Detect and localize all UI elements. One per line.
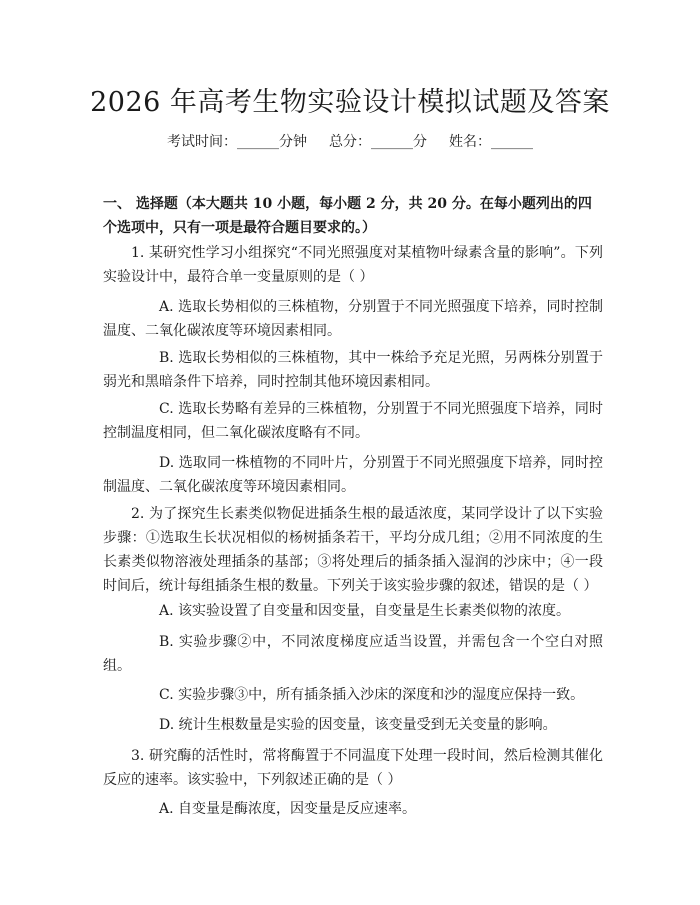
question-3-stem: 3. 研究酶的活性时，常将酶置于不同温度下处理一段时间，然后检测其催化反应的速率。该实验中，下列叙述正确的是（ ） [103,748,603,788]
question-3-option-a: A. 自变量是酶浓度，因变量是反应速率。 [159,801,417,817]
question-2-stem: 2. 为了探究生长素类似物促进插条生根的最适浓度，某同学设计了以下实验步骤：①选取生长状况相似的杨树插条若干，平均分成几组；②用不同浓度的生长素类似物溶液处理插条的基部；③将处理后的插条插入湿润的沙床中；④一段时间后，统计每组插条生根的数量。下列关于该实验步骤的叙述，错误的是（ ） [103,506,603,594]
question-2-option-c: C. 实验步骤③中，所有插条插入沙床的深度和沙的湿度应保持一致。 [159,687,585,703]
question-2-option-b: B. 实验步骤②中，不同浓度梯度应适当设置，并需包含一个空白对照组。 [103,634,603,674]
exam-score: 总分：______分 [329,134,427,150]
section-heading: 一、 选择题（本大题共 10 小题，每小题 2 分，共 20 分。在每小题列出的四个选项中，只有一项是最符合题目要求的。） [103,196,592,236]
exam-meta [0,131,700,151]
student-name: 姓名：______ [449,134,533,150]
question-1-option-a: A. 选取长势相似的三株植物，分别置于不同光照强度下培养，同时控制温度、二氧化碳浓度等环境因素相同。 [103,299,603,339]
question-2-option-a: A. 该实验设置了自变量和因变量，自变量是生长素类似物的浓度。 [159,603,571,619]
question-1-stem: 1. 某研究性学习小组探究“不同光照强度对某植物叶绿素含量的影响”。下列实验设计中，最符合单一变量原则的是（ ） [103,245,603,285]
question-1-option-c: C. 选取长势略有差异的三株植物，分别置于不同光照强度下培养，同时控制温度相同，但二氧化碳浓度略有不同。 [103,401,603,441]
question-2-option-d: D. 统计生根数量是实验的因变量，该变量受到无关变量的影响。 [159,717,557,733]
page-title: 2026 年高考生物实验设计模拟试题及答案 [90,87,610,118]
exam-time: 考试时间：______分钟 [167,134,307,150]
question-1-option-b: B. 选取长势相似的三株植物，其中一株给予充足光照，另两株分别置于弱光和黑暗条件下培养，同时控制其他环境因素相同。 [103,350,603,390]
question-1-option-d: D. 选取同一株植物的不同叶片，分别置于不同光照强度下培养，同时控制温度、二氧化碳浓度等环境因素相同。 [103,455,603,495]
